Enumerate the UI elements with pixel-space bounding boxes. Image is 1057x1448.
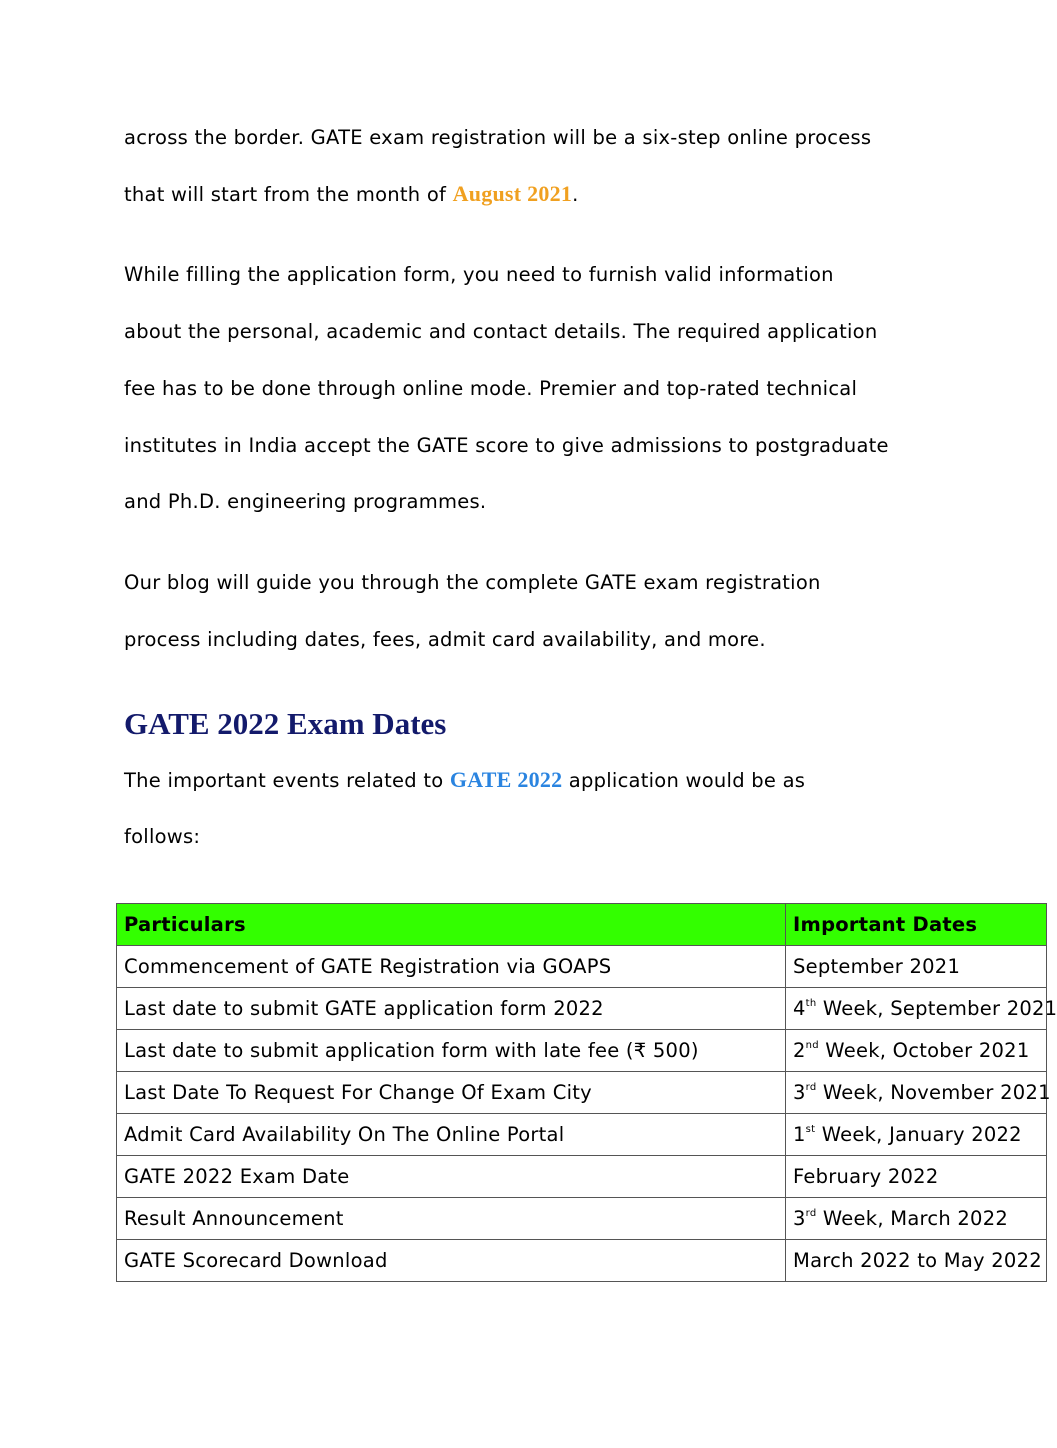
paragraph-line: While filling the application form, you need to furnish valid information	[124, 263, 834, 286]
date-cell	[786, 1030, 1047, 1072]
date-suffix: st	[805, 1124, 816, 1135]
date-ordinal: 4	[793, 997, 806, 1020]
date-text: March 2022 to May 2022	[793, 1249, 1042, 1272]
intro-line	[124, 768, 805, 793]
paragraph-text: that will start from the month of	[124, 183, 453, 206]
date-text: September 2021	[793, 955, 961, 978]
date-cell	[786, 1240, 1047, 1282]
paragraph-line: fee has to be done through online mode. Premier and top-rated technical	[124, 377, 858, 400]
paragraph-text: .	[572, 183, 579, 206]
table-row	[117, 988, 1047, 1030]
date-suffix: th	[805, 998, 817, 1009]
particular-cell: Admit Card Availability On The Online Portal	[117, 1114, 786, 1156]
table-row	[117, 1114, 1047, 1156]
date-ordinal: 1	[793, 1123, 806, 1146]
gate-2022-link[interactable]: GATE 2022	[449, 767, 563, 792]
table-row	[117, 1240, 1047, 1282]
date-text: Week, January 2022	[815, 1123, 1022, 1146]
date-ordinal: 2	[793, 1039, 806, 1062]
date-text: Week, November 2021	[816, 1081, 1051, 1104]
table-row	[117, 946, 1047, 988]
date-text: Week, October 2021	[818, 1039, 1030, 1062]
exam-dates-table	[116, 903, 1057, 1282]
date-text: Week, September 2021	[816, 997, 1057, 1020]
section-heading: GATE 2022 Exam Dates	[124, 706, 447, 741]
table-row	[117, 1198, 1047, 1240]
paragraph-line: institutes in India accept the GATE score to give admissions to postgraduate	[124, 434, 889, 457]
paragraph-line: about the personal, academic and contact details. The required application	[124, 320, 878, 343]
particular-cell: GATE 2022 Exam Date	[117, 1156, 786, 1198]
particular-cell: Commencement of GATE Registration via GOAPS	[117, 946, 786, 988]
date-suffix: nd	[805, 1040, 819, 1051]
particular-cell: Last Date To Request For Change Of Exam City	[117, 1072, 786, 1114]
date-text: February 2022	[793, 1165, 939, 1188]
august-2021-link[interactable]: August 2021	[452, 181, 573, 206]
date-suffix: rd	[805, 1208, 817, 1219]
table-header-row	[117, 904, 1047, 946]
table-row	[117, 1072, 1047, 1114]
paragraph-line	[124, 182, 579, 207]
particular-cell: GATE Scorecard Download	[117, 1240, 786, 1282]
particular-cell: Last date to submit GATE application form 2022	[117, 988, 786, 1030]
intro-text: The important events related to	[124, 769, 450, 792]
date-cell	[786, 1114, 1047, 1156]
paragraph-line: across the border. GATE exam registration will be a six-step online process	[124, 126, 872, 149]
paragraph-line: Our blog will guide you through the complete GATE exam registration	[124, 571, 821, 594]
paragraph-line: and Ph.D. engineering programmes.	[124, 490, 487, 513]
date-cell	[786, 1156, 1047, 1198]
date-suffix: rd	[805, 1082, 817, 1093]
intro-text: application would be as	[562, 769, 806, 792]
intro-line: follows:	[124, 825, 201, 848]
paragraph-line: process including dates, fees, admit card availability, and more.	[124, 628, 766, 651]
particular-cell: Last date to submit application form with late fee (₹ 500)	[117, 1030, 786, 1072]
header-particulars: Particulars	[117, 904, 786, 946]
particular-cell: Result Announcement	[117, 1198, 786, 1240]
date-cell	[786, 946, 1047, 988]
table-row	[117, 1030, 1047, 1072]
date-cell	[786, 1072, 1051, 1114]
date-ordinal: 3	[793, 1207, 806, 1230]
date-text: Week, March 2022	[816, 1207, 1009, 1230]
date-cell	[786, 988, 1057, 1030]
date-ordinal: 3	[793, 1081, 806, 1104]
table-row	[117, 1156, 1047, 1198]
date-cell	[786, 1198, 1047, 1240]
header-important-dates: Important Dates	[786, 904, 1047, 946]
